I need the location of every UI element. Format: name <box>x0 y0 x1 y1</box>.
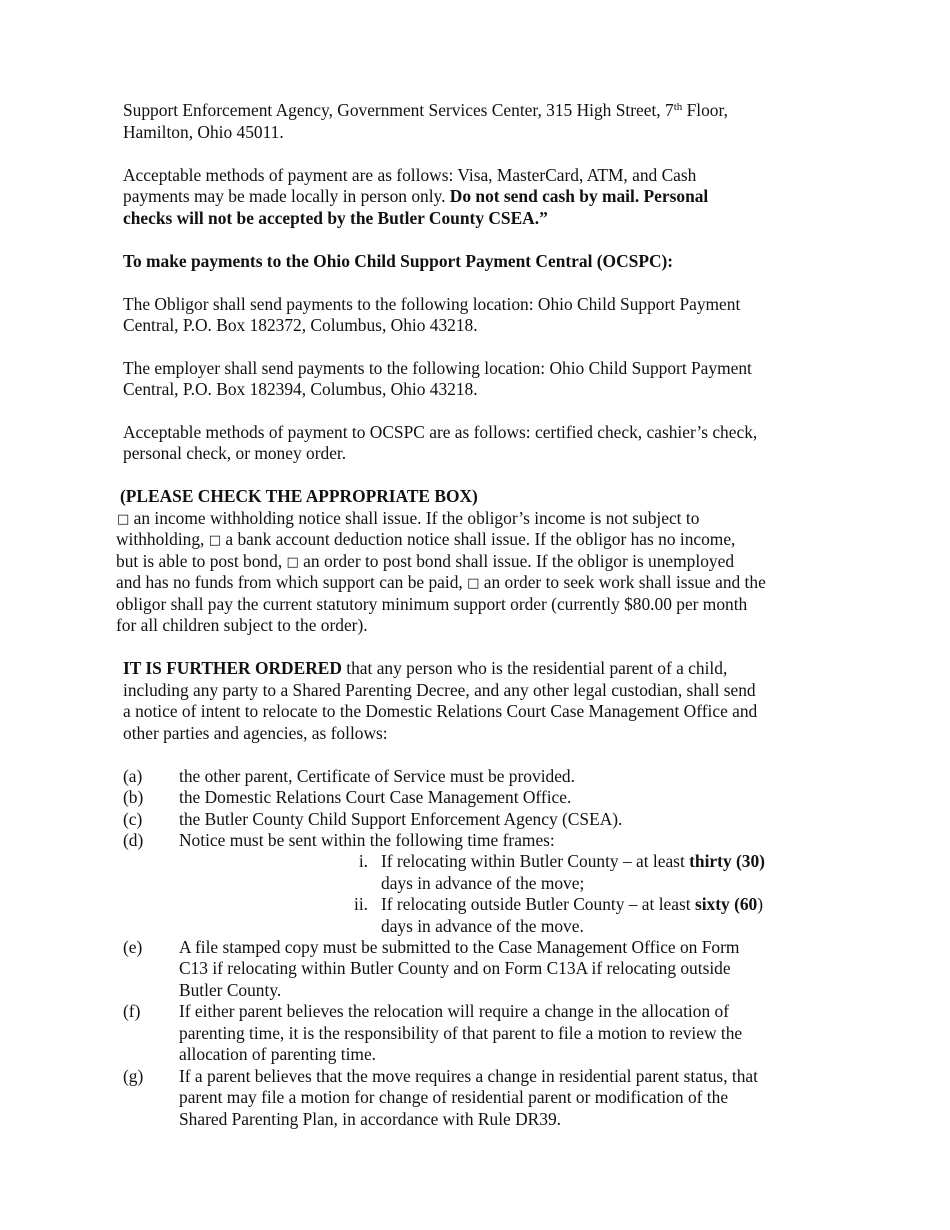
list-item-c: the Butler County Child Support Enforcement Agency (CSEA). <box>179 809 623 829</box>
list-item-f-line-1: If either parent believes the relocation will require a change in the allocation of <box>179 1001 729 1021</box>
ocspc-methods-line-1: Acceptable methods of payment to OCSPC are as follows: certified check, cashier’s check, <box>123 422 758 442</box>
obligor-line-1: The Obligor shall send payments to the following location: Ohio Child Support Payment <box>123 294 741 314</box>
list-item-g-line-2: parent may file a motion for change of residential parent or modification of the <box>179 1087 729 1107</box>
obligor-line-2: Central, P.O. Box 182372, Columbus, Ohio 43218. <box>123 315 478 335</box>
check-section-line-1: □ an income withholding notice shall issue. If the obligor’s income is not subject to <box>117 508 700 528</box>
sublist-item-i-line-2: days in advance of the move; <box>381 873 585 893</box>
check-section-line-6: for all children subject to the order). <box>116 615 368 635</box>
sublist-item-i-line-1: If relocating within Butler County – at least thirty (30) <box>381 851 765 871</box>
list-item-e-line-3: Butler County. <box>179 980 282 1000</box>
checkbox-seek-work[interactable]: □ <box>467 576 480 591</box>
further-ordered-line-4: other parties and agencies, as follows: <box>123 723 388 743</box>
list-label-a: (a) <box>123 766 143 786</box>
list-label-e: (e) <box>123 937 143 957</box>
sublist-numeral-ii: ii. <box>353 894 368 914</box>
list-label-g: (g) <box>123 1066 144 1086</box>
ocspc-heading: To make payments to the Ohio Child Support Payment Central (OCSPC): <box>123 251 674 271</box>
list-item-g-line-3: Shared Parenting Plan, in accordance with Rule DR39. <box>179 1109 562 1129</box>
checkbox-post-bond[interactable]: □ <box>286 555 299 570</box>
ocspc-methods-line-2: personal check, or money order. <box>123 443 347 463</box>
list-item-b: the Domestic Relations Court Case Management Office. <box>179 787 572 807</box>
payment-methods-line-3: checks will not be accepted by the Butler County CSEA.” <box>123 208 548 228</box>
employer-line-1: The employer shall send payments to the following location: Ohio Child Support Payment <box>123 358 752 378</box>
check-section-line-2: withholding, □ a bank account deduction notice shall issue. If the obligor has no income, <box>116 529 736 549</box>
list-label-d: (d) <box>123 830 144 850</box>
list-item-e-line-2: C13 if relocating within Butler County and on Form C13A if relocating outside <box>179 958 731 978</box>
sublist-numeral-i: i. <box>358 851 368 871</box>
payment-methods-line-2: payments may be made locally in person only. Do not send cash by mail. Personal <box>123 186 709 206</box>
intro-line-2: Hamilton, Ohio 45011. <box>123 122 284 142</box>
check-section-line-3: but is able to post bond, □ an order to post bond shall issue. If the obligor is unemployed <box>116 551 735 571</box>
check-section-heading: (PLEASE CHECK THE APPROPRIATE BOX) <box>120 486 478 506</box>
payment-methods-line-1: Acceptable methods of payment are as follows: Visa, MasterCard, ATM, and Cash <box>123 165 697 185</box>
list-label-b: (b) <box>123 787 144 807</box>
list-item-e-line-1: A file stamped copy must be submitted to the Case Management Office on Form <box>179 937 740 957</box>
further-ordered-line-1: IT IS FURTHER ORDERED that any person who is the residential parent of a child, <box>123 658 728 678</box>
list-item-d: Notice must be sent within the following time frames: <box>179 830 555 850</box>
employer-line-2: Central, P.O. Box 182394, Columbus, Ohio 43218. <box>123 379 478 399</box>
list-item-f-line-2: parenting time, it is the responsibility of that parent to file a motion to review the <box>179 1023 743 1043</box>
check-section-line-4: and has no funds from which support can be paid, □ an order to seek work shall issue and the <box>116 572 766 592</box>
list-item-g-line-1: If a parent believes that the move requires a change in residential parent status, that <box>179 1066 758 1086</box>
checkbox-income-withholding[interactable]: □ <box>117 512 130 527</box>
further-ordered-line-2: including any party to a Shared Parenting Decree, and any other legal custodian, shall send <box>123 680 756 700</box>
intro-line-1: Support Enforcement Agency, Government Services Center, 315 High Street, 7th Floor, <box>123 100 728 120</box>
sublist-item-ii-line-1: If relocating outside Butler County – at least sixty (60) <box>381 894 764 914</box>
list-label-c: (c) <box>123 809 143 829</box>
check-section-line-5: obligor shall pay the current statutory minimum support order (currently $80.00 per month <box>116 594 748 614</box>
further-ordered-line-3: a notice of intent to relocate to the Domestic Relations Court Case Management Office and <box>123 701 758 721</box>
list-item-a: the other parent, Certificate of Service must be provided. <box>179 766 575 786</box>
sublist-item-ii-line-2: days in advance of the move. <box>381 916 584 936</box>
list-item-f-line-3: allocation of parenting time. <box>179 1044 377 1064</box>
checkbox-bank-deduction[interactable]: □ <box>208 533 222 548</box>
list-label-f: (f) <box>123 1001 141 1021</box>
